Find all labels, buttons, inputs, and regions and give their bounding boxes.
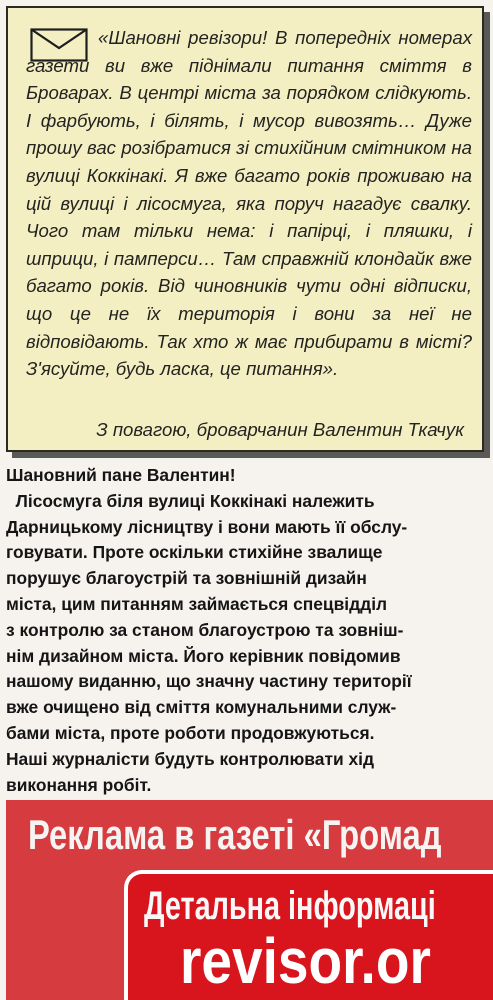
reply-line: Лісосмуга біля вулиці Коккінакі належить — [6, 490, 375, 511]
reply-line: виконання робіт. — [6, 774, 152, 795]
reply-line: бами міста, проте роботи продовжуються. — [6, 722, 375, 743]
reply-line: говувати. Проте оскільки стихійне звалище — [6, 542, 383, 563]
reader-letter-box — [6, 6, 484, 452]
reply-line: нашому виданню, що значну частину території — [6, 671, 412, 692]
editorial-reply — [6, 463, 482, 798]
reply-line: вже очищено від сміття комунальними служ- — [6, 697, 397, 718]
reply-line: з контролю за станом благоустрою та зовніш- — [6, 619, 404, 640]
reply-line: Шановний пане Валентин! — [6, 465, 236, 485]
reply-line: Дарницькому лісництву і вони мають її обслу- — [6, 516, 408, 537]
reply-line: міста, цим питанням займається спецвідділ — [6, 593, 388, 614]
reply-line: Наші журналісти будуть контролювати хід — [6, 748, 375, 769]
letter-signature: З повагою, броварчанин Валентин Ткачук — [96, 419, 464, 440]
reply-line: нім дизайном міста. Його керівник повідомив — [6, 645, 401, 666]
ad-info-panel — [124, 870, 493, 1000]
ad-banner — [6, 800, 493, 1000]
reply-line: порушує благоустрій та зовнішній дизайн — [6, 568, 367, 589]
ad-subtitle: Детальна інформаці — [144, 884, 436, 928]
letter-text: «Шановні ревізори! В попередніх номерах газети ви вже піднімали питання сміття в Броварах. В центрі міста за порядком слідкують. І фарбують, і білять, і мусор вивозять… Дуже прошу вас розібратися зі стихійним смітником на вулиці Коккінакі. Я вже багато років проживаю на цій вулиці і лісосмуга, яка поруч нагадує свалку. Чого там тільки нема: і папірці, і пляшки, і шприци, і памперси… Там справжній клондайк вже багато років. Від чиновників чути одні відписки, що це не їх територія і вони за неї не відповідають. Так хто ж має прибирати в місті? З'ясуйте, будь ласка, це питання». — [26, 27, 472, 380]
ad-title: Реклама в газеті «Громад — [28, 811, 442, 858]
ad-url: revisor.or — [180, 925, 431, 997]
